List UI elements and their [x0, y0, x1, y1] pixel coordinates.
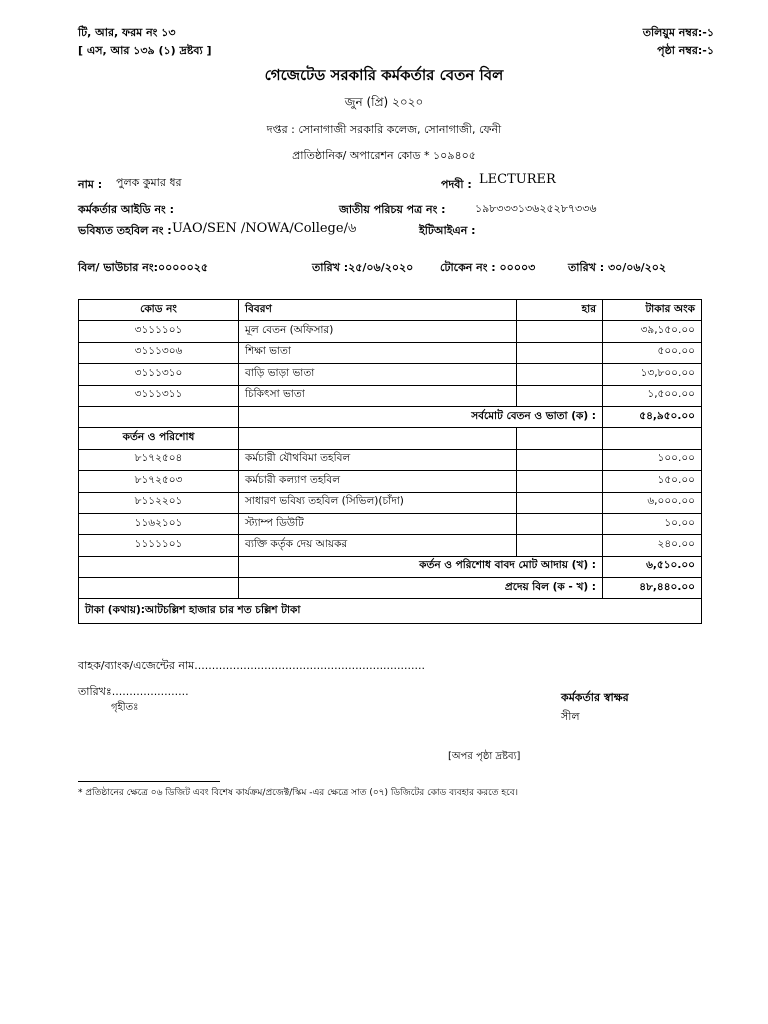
- row-description: কর্মচারী কল্যাণ তহবিল: [239, 471, 517, 492]
- deduction-heading: কর্তন ও পরিশোধ: [79, 428, 239, 449]
- footnote: * প্রতিষ্ঠানের ক্ষেত্রে ০৬ ডিজিট এবং বিশেষ কার্যক্রম/প্রজেক্ট/স্কিম -এর ক্ষেত্রে সাত (০৭) ডিজিটের কোড ব্যবহার করতে হবে।: [78, 788, 518, 798]
- row-description: মূল বেতন (অফিসার): [239, 321, 517, 342]
- row-rate: [517, 492, 603, 513]
- office-name: দপ্তর : সোনাগাজী সরকারি কলেজ, সোনাগাজী, ফেনী: [266, 123, 502, 136]
- total-salary-label: সর্বমোট বেতন ও ভাতা (ক) :: [239, 406, 603, 427]
- row-amount: ১,৫০০.০০: [603, 385, 702, 406]
- empty-cell: [603, 428, 702, 449]
- name-label: নাম :: [78, 178, 103, 191]
- received-label: গৃহীতঃ: [111, 702, 139, 713]
- token-value: ০০০০৩: [499, 261, 536, 274]
- empty-cell: [79, 578, 239, 599]
- total-salary-value: ৫৪,৯৫০.০০: [603, 406, 702, 427]
- total-salary-row: [79, 406, 702, 427]
- row-code: ৮১৭২৫০৩: [79, 471, 239, 492]
- bill-voucher-label: বিল/ ভাউচার নং:: [78, 261, 158, 274]
- empty-cell: [79, 556, 239, 577]
- row-rate: [517, 364, 603, 385]
- page-number: পৃষ্ঠা নম্বর:-১: [657, 44, 714, 57]
- row-amount: ৩৯,১৫০.০০: [603, 321, 702, 342]
- row-rate: [517, 385, 603, 406]
- token-date-value: ৩০/০৬/২০২: [607, 261, 667, 274]
- row-rate: [517, 471, 603, 492]
- row-description: চিকিৎসা ভাতা: [239, 385, 517, 406]
- nid-label: জাতীয় পরিচয় পত্র নং :: [339, 203, 446, 216]
- bearer-name-line: বাহক/ব্যাংক/এজেন্টের নাম..................................................................: [78, 659, 426, 672]
- table-row: [79, 513, 702, 534]
- table-row: [79, 321, 702, 342]
- deduction-heading-row: [79, 428, 702, 449]
- token-number: [440, 259, 535, 278]
- row-description: সাধারণ ভবিষ্য তহবিল (সিভিল)(চাঁদা): [239, 492, 517, 513]
- designation-label: পদবী :: [441, 178, 472, 191]
- operation-code: প্রাতিষ্ঠানিক/ অপারেশন কোড * ১০৯৪০৫: [292, 149, 476, 162]
- table-row: [79, 364, 702, 385]
- date-line: তারিখঃ......................: [78, 685, 189, 698]
- token-date-label: তারিখ :: [568, 261, 605, 274]
- token-label: টোকেন নং :: [440, 261, 496, 274]
- row-description: স্ট্যাম্প ডিউটি: [239, 513, 517, 534]
- pf-label: ভবিষ্যত তহবিল নং :: [78, 224, 172, 237]
- row-amount: ৫০০.০০: [603, 342, 702, 363]
- empty-cell: [239, 428, 517, 449]
- in-words-row: [79, 599, 702, 624]
- deduction-total-row: [79, 556, 702, 577]
- header-amount: টাকার অংক: [603, 300, 702, 321]
- designation-value: LECTURER: [479, 172, 556, 187]
- form-number: টি, আর, ফরম নং ১৩: [78, 26, 176, 39]
- officer-signature-label: কর্মকর্তার স্বাক্ষর: [561, 691, 629, 704]
- row-code: ৩১১১৩১০: [79, 364, 239, 385]
- row-rate: [517, 513, 603, 534]
- bill-voucher: [78, 259, 208, 278]
- rule-reference: [ এস, আর ১৩৯ (১) দ্রষ্টব্য ]: [78, 44, 212, 57]
- payable-row: [79, 578, 702, 599]
- nid-value: ১৯৮৩৩৩১৩৬২৫২৮৭৩৩৬: [475, 202, 597, 215]
- table-row: [79, 385, 702, 406]
- header-rate: হার: [517, 300, 603, 321]
- row-amount: ১০.০০: [603, 513, 702, 534]
- header-description: বিবরণ: [239, 300, 517, 321]
- header-code: কোড নং: [79, 300, 239, 321]
- row-code: ১১১১১০১: [79, 535, 239, 556]
- row-code: ৩১১১১০১: [79, 321, 239, 342]
- voucher-date-label: তারিখ :: [312, 261, 349, 274]
- table-row: [79, 449, 702, 470]
- index-number: তলিয়ুম নম্বর:-১: [642, 26, 714, 39]
- empty-cell: [79, 406, 239, 427]
- row-code: ১১৬২১০১: [79, 513, 239, 534]
- row-rate: [517, 342, 603, 363]
- table-row: [79, 471, 702, 492]
- row-code: ৮১১২২০১: [79, 492, 239, 513]
- row-amount: ৬,০০০.০০: [603, 492, 702, 513]
- next-page-note: [অপর পৃষ্ঠা দ্রষ্টব্য]: [448, 751, 521, 762]
- voucher-date: [312, 259, 413, 278]
- row-description: কর্মচারী যৌথবিমা তহবিল: [239, 449, 517, 470]
- table-header-row: [79, 300, 702, 321]
- footnote-divider: [78, 781, 220, 782]
- officer-id-label: কর্মকর্তার আইডি নং :: [78, 203, 174, 216]
- table-row: [79, 492, 702, 513]
- row-description: শিক্ষা ভাতা: [239, 342, 517, 363]
- row-description: ব্যক্তি কর্তৃক দেয় আয়কর: [239, 535, 517, 556]
- table-row: [79, 342, 702, 363]
- payable-label: প্রদেয় বিল (ক - খ) :: [239, 578, 603, 599]
- row-code: ৩১১১৩১১: [79, 385, 239, 406]
- token-date: [568, 259, 666, 278]
- bill-month: জুন (প্রি) ২০২০: [344, 95, 424, 109]
- row-amount: ১৫০.০০: [603, 471, 702, 492]
- row-code: ৮১৭২৫০৪: [79, 449, 239, 470]
- bill-table: [78, 299, 702, 624]
- seal-label: সীল: [561, 710, 580, 723]
- deduction-total-label: কর্তন ও পরিশোধ বাবদ মোট আদায় (খ) :: [239, 556, 603, 577]
- amount-in-words: টাকা (কথায়):আটচল্লিশ হাজার চার শত চল্লিশ টাকা: [79, 599, 702, 624]
- row-rate: [517, 449, 603, 470]
- page-title: গেজেটেড সরকারি কর্মকর্তার বেতন বিল: [264, 66, 504, 84]
- row-amount: ২৪০.০০: [603, 535, 702, 556]
- empty-cell: [517, 428, 603, 449]
- etin-label: ইটিআইএন :: [419, 224, 476, 237]
- payable-value: ৪৮,৪৪০.০০: [603, 578, 702, 599]
- bill-voucher-value: ০০০০০২৫: [157, 261, 209, 274]
- pf-value: UAO/SEN /NOWA/College/৬: [172, 221, 357, 236]
- row-rate: [517, 535, 603, 556]
- row-description: বাড়ি ভাড়া ভাতা: [239, 364, 517, 385]
- row-rate: [517, 321, 603, 342]
- row-amount: ১০০.০০: [603, 449, 702, 470]
- deduction-total-value: ৬,৫১০.০০: [603, 556, 702, 577]
- voucher-date-value: ২৫/০৬/২০২০: [348, 261, 414, 274]
- name-value: পুলক কুমার ধর: [116, 176, 182, 189]
- row-code: ৩১১১৩০৬: [79, 342, 239, 363]
- row-amount: ১৩,৮০০.০০: [603, 364, 702, 385]
- table-row: [79, 535, 702, 556]
